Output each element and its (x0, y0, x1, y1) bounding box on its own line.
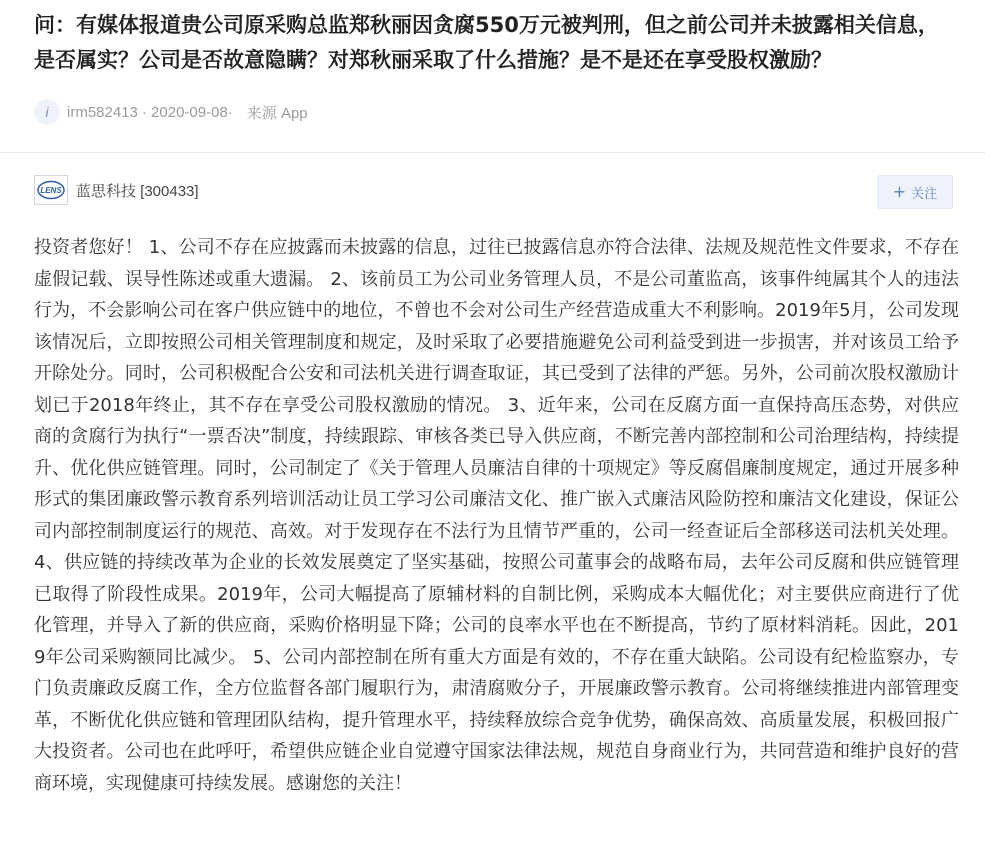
follow-button-label: 关注 (911, 186, 938, 202)
company-name-link[interactable]: 蓝思科技 [300433] (76, 182, 199, 200)
lens-logo-icon (37, 180, 65, 200)
answer-text: 投资者您好！ 1、公司不存在应披露而未披露的信息，过往已披露信息亦符合法律、法规及规范性文件要求，不存在虚假记载、误导性陈述或重大遗漏。 2、该前员工为公司业务管理人员，不是公司董监高，该事件纯属其个人的违法行为，不会影响公司在客户供应链中的地位，不曾也不会对公司生产经营造成重大不利影响。2019年5月，公司发现该情况后，立即按照公司相关管理制度和规定，及时采取了必要措施避免公司利益受到进一步损害，并对该员工给予开除处分。同时，公司积极配合公安和司法机关进行调查取证，其已受到了法律的严惩。另外，公司前次股权激励计划已于2018年终止，其不存在享受公司股权激励的情况。 3、近年来，公司在反腐方面一直保持高压态势，对供应商的贪腐行为执行“一票否决”制度，持续跟踪、审核各类已导入供应商，不断完善内部控制和公司治理结构，持续提升、优化供应链管理。同时，公司制定了《关于管理人员廉洁自律的十项规定》等反腐倡廉制度规定，通过开展多种形式的集团廉政警示教育系列培训活动让员工学习公司廉洁文化、推广嵌入式廉洁风险防控和廉洁文化建设，保证公司内部控制制度运行的规范、高效。对于发现存在不法行为且情节严重的，公司一经查证后全部移送司法机关处理。 4、供应链的持续改革为企业的长效发展奠定了坚实基础，按照公司董事会的战略布局，去年公司反腐和供应链管理已取得了阶段性成果。2019年，公司大幅提高了原辅材料的自制比例，采购成本大幅优化；对主要供应商进行了优化管理，并导入了新的供应商，采购价格明显下降；公司的良率水平也在不断提高，节约了原材料消耗。因此，2019年公司采购额同比减少。 5、公司内部控制在所有重大方面是有效的，不存在重大缺陷。公司设有纪检监察办，专门负责廉政反腐工作，全方位监督各部门履职行为，肃清腐败分子，开展廉政警示教育。公司将继续推进内部管理变革，不断优化供应链和管理团队结构，提升管理水平，持续释放综合竞争优势，确保高效、高质量发展，积极回报广大投资者。公司也在此呼吁，希望供应链企业自觉遵守国家法律法规，规范自身商业行为，共同营造和维护良好的营商环境，实现健康可持续发展。感谢您的关注！ (34, 237, 959, 794)
company-logo[interactable] (34, 175, 68, 205)
post-date: · 2020-09-08· (141, 103, 233, 121)
section-divider (0, 152, 985, 153)
company-header (34, 174, 199, 206)
follow-button[interactable] (877, 175, 953, 209)
plus-icon: + (892, 182, 907, 201)
question-text: 问：有媒体报道贵公司原采购总监郑秋丽因贪腐550万元被判刑，但之前公司并未披露相关信息，是否属实？公司是否故意隐瞒？对郑秋丽采取了什么措施？是不是还在享受股权激励？ (34, 13, 939, 72)
question-meta (34, 97, 308, 127)
user-avatar-icon[interactable]: i (34, 99, 60, 125)
username-link[interactable]: irm582413 (67, 103, 138, 121)
post-source: 来源 App (246, 104, 308, 122)
svg-text:LENS: LENS (40, 186, 62, 195)
